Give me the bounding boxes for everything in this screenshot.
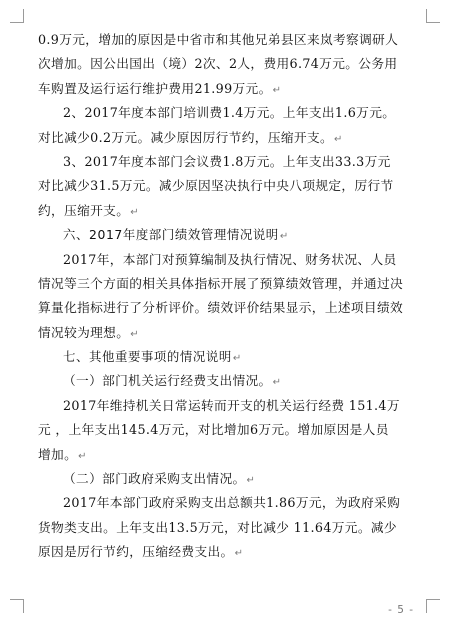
section-heading <box>38 345 418 369</box>
text-line <box>38 491 418 515</box>
text-line <box>38 321 418 345</box>
line-text: 七、其他重要事项的情况说明 <box>63 349 232 365</box>
text-line <box>38 296 418 320</box>
line-text: 0.9万元，增加的原因是中省市和其他兄弟县区来岚考察调研人 <box>38 32 399 47</box>
page-number: - 5 - <box>388 604 414 616</box>
text-line <box>38 394 418 418</box>
text-line <box>38 516 418 540</box>
line-text: 对比减少31.5万元。减少原因坚决执行中央八项规定，厉行节 <box>38 178 394 194</box>
paragraph-mark-icon: ↵ <box>232 353 242 365</box>
crop-mark-bottom-left <box>10 599 24 613</box>
text-line <box>38 467 418 491</box>
line-text: 约，压缩开支。 <box>38 202 130 218</box>
text-line <box>38 540 418 564</box>
line-text: 原因是厉行节约，压缩经费支出。 <box>38 544 234 560</box>
paragraph-mark-icon: ↵ <box>272 377 282 389</box>
paragraph-mark-icon: ↵ <box>279 231 289 243</box>
line-text: 元 ，上年支出145.4万元，对比增加6万元。增加原因是人员 <box>38 422 389 438</box>
line-text: 2017年维持机关日常运转而开支的机关运行经费 151.4万 <box>63 397 400 413</box>
line-text: 3、2017年度本部门会议费1.8万元。上年支出33.3万元 <box>63 153 391 169</box>
line-text: （二）部门政府采购支出情况。 <box>63 471 246 487</box>
line-text: 2017年，本部门对预算编制及执行情况、财务状况、人员 <box>63 251 397 267</box>
paragraph-mark-icon: ↵ <box>334 133 343 145</box>
line-text: 货物类支出。上年支出13.5万元，对比减少 11.64万元。减少 <box>38 519 397 535</box>
line-text: （一）部门机关运行经费支出情况。 <box>63 373 272 389</box>
text-line <box>38 418 418 442</box>
text-line <box>38 150 418 174</box>
line-text: 次增加。因公出国出（境）2次、2人，费用6.74万元。公务用 <box>38 56 398 72</box>
crop-mark-bottom-right <box>426 599 440 613</box>
paragraph-mark-icon: ↵ <box>246 475 256 487</box>
line-text: 六、2017年度部门绩效管理情况说明 <box>63 227 279 243</box>
text-line <box>38 443 418 467</box>
text-line <box>38 126 418 150</box>
text-line <box>38 52 418 76</box>
paragraph-mark-icon: ↵ <box>78 450 87 462</box>
text-line <box>38 248 418 272</box>
line-text: 车购置及运行运行维护费用21.99万元。 <box>38 80 272 96</box>
line-text: 算量化指标进行了分析评价。绩效评价结果显示，上述项目绩效 <box>38 300 404 316</box>
line-text: 情况等三个方面的相关具体指标开展了预算绩效管理，并通过决 <box>38 275 404 291</box>
text-line <box>38 28 418 52</box>
line-text: 2017年本部门政府采购支出总额共1.86万元，为政府采购 <box>63 495 401 511</box>
text-line <box>38 174 418 198</box>
text-line <box>38 369 418 393</box>
text-line <box>38 77 418 101</box>
text-line <box>38 272 418 296</box>
paragraph-mark-icon: ↵ <box>130 328 139 340</box>
paragraph-mark-icon: ↵ <box>130 206 139 218</box>
text-line <box>38 199 418 223</box>
text-line <box>38 101 418 125</box>
paragraph-mark-icon: ↵ <box>234 548 244 560</box>
paragraph-mark-icon: ↵ <box>272 84 282 96</box>
crop-mark-top-right <box>426 9 440 23</box>
line-text: 对比减少0.2万元。减少原因厉行节约，压缩开支。 <box>38 129 334 145</box>
line-text: 增加。 <box>38 446 78 462</box>
line-text: 2、2017年度本部门培训费1.4万元。上年支出1.6万元。 <box>63 105 396 121</box>
document-body[interactable] <box>38 28 418 565</box>
crop-mark-top-left <box>10 9 24 23</box>
section-heading <box>38 223 418 247</box>
line-text: 情况较为理想。 <box>38 324 130 340</box>
